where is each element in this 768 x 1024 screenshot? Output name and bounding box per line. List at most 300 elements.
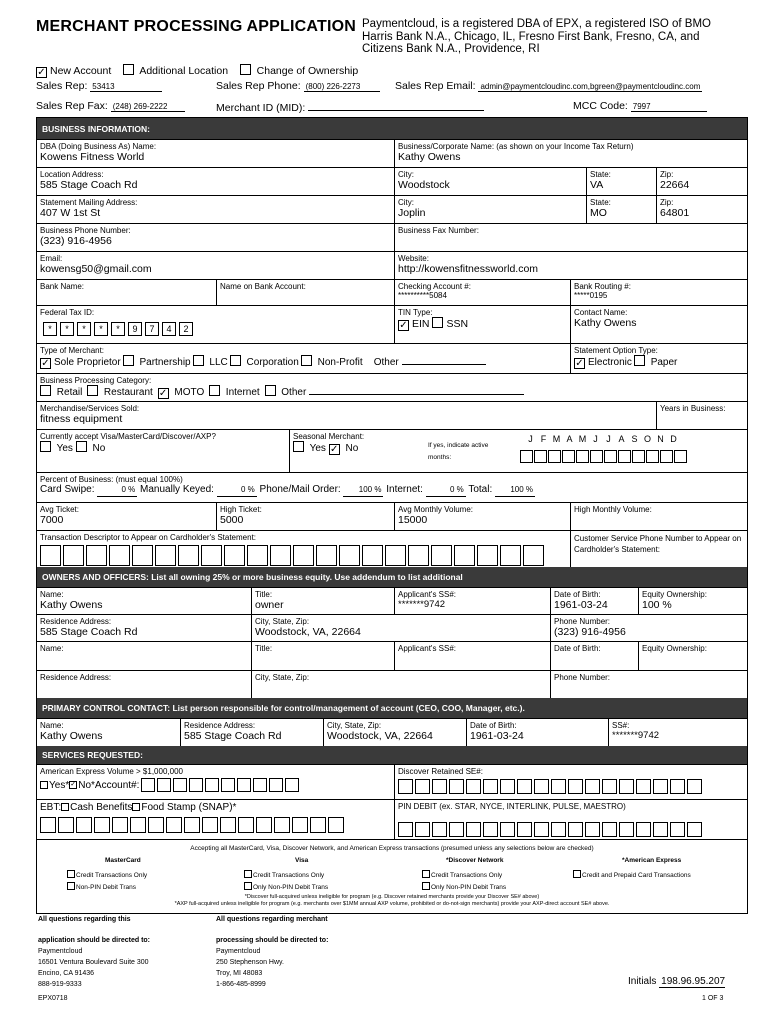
mail-zip-value[interactable]: 64801 <box>660 207 690 219</box>
primary-name-label: Name: <box>40 721 64 730</box>
descriptor-char-box[interactable] <box>40 545 61 566</box>
pin-debit-box[interactable] <box>585 822 600 837</box>
descriptor-char-box[interactable] <box>86 545 107 566</box>
if-yes-months-label: If yes, indicate active months: <box>428 442 489 461</box>
llc-label: LLC <box>209 357 228 368</box>
internet-pct-value[interactable]: 0 % <box>426 484 466 497</box>
owner2-title-label: Title: <box>255 644 273 653</box>
month-box[interactable] <box>534 450 547 463</box>
owner-title-label: Title: <box>255 590 273 599</box>
discover-se-box[interactable] <box>500 779 515 794</box>
descriptor-boxes[interactable] <box>40 545 567 566</box>
pin-debit-boxes[interactable] <box>398 822 744 837</box>
mail-state-value[interactable]: MO <box>590 207 607 219</box>
mc-credit-only-checkbox[interactable] <box>67 870 75 878</box>
pin-debit-box[interactable] <box>398 822 413 837</box>
mc-credit-only-label: Credit Transactions Only <box>76 872 148 879</box>
accept-no-label: No <box>92 443 106 454</box>
avg-volume-value[interactable]: 15000 <box>398 514 428 526</box>
federal-tax-label: Federal Tax ID: <box>40 308 95 317</box>
discover-se-box[interactable] <box>466 779 481 794</box>
change-ownership-checkbox[interactable] <box>240 64 251 75</box>
owner-res-value[interactable]: 585 Stage Coach Rd <box>40 626 138 638</box>
moto-checkbox[interactable]: ✓ <box>158 388 168 399</box>
seasonal-yes-checkbox[interactable] <box>293 441 304 452</box>
internet-pct-label: Internet: <box>386 484 423 495</box>
merchandise-row <box>37 401 747 429</box>
ebt-box[interactable] <box>76 817 92 833</box>
month-boxes[interactable] <box>520 450 687 463</box>
pin-debit-box[interactable] <box>687 822 702 837</box>
total-label: Total: <box>468 484 493 495</box>
month-letter: M <box>578 434 587 444</box>
email-value[interactable]: kowensg50@gmail.com <box>40 263 152 275</box>
ebt-box[interactable] <box>58 817 74 833</box>
contact-name-label: Contact Name: <box>574 308 628 317</box>
mail-order-value[interactable]: 100 % <box>343 484 383 497</box>
owner-1-row <box>37 587 747 614</box>
discover-se-box[interactable] <box>449 779 464 794</box>
federal-tax-boxes[interactable] <box>43 322 391 336</box>
mail-zip-label: Zip: <box>660 198 674 207</box>
month-box[interactable] <box>632 450 645 463</box>
services-header: SERVICES REQUESTED: <box>37 746 747 764</box>
pin-debit-box[interactable] <box>483 822 498 837</box>
mastercard-heading: MasterCard <box>105 857 141 864</box>
pin-debit-box[interactable] <box>653 822 668 837</box>
ebt-cash-checkbox[interactable] <box>61 803 69 811</box>
discover-se-boxes[interactable] <box>398 779 744 794</box>
pin-debit-box[interactable] <box>636 822 651 837</box>
website-value[interactable]: http://kowensfitnessworld.com <box>398 263 539 275</box>
visa-credit-only-label: Credit Transactions Only <box>253 872 325 879</box>
discover-se-label: Discover Retained SE#: <box>398 767 483 776</box>
amex-credit-prepaid-option[interactable] <box>573 870 691 879</box>
visa-nonpin-checkbox[interactable] <box>244 882 252 890</box>
descriptor-char-box[interactable] <box>224 545 245 566</box>
retail-checkbox[interactable] <box>40 385 51 396</box>
other-type-field[interactable] <box>402 355 486 365</box>
owner-res-label: Residence Address: <box>40 617 112 626</box>
percent-label: Percent of Business: (must equal 100%) <box>40 475 183 484</box>
routing-value[interactable]: *****0195 <box>574 291 608 300</box>
form-title: MERCHANT PROCESSING APPLICATION <box>36 18 356 35</box>
discover-se-box[interactable] <box>551 779 566 794</box>
descriptor-char-box[interactable] <box>316 545 337 566</box>
internet-label: Internet <box>225 387 260 398</box>
ssn-label: SSN <box>446 318 469 330</box>
mailing-value[interactable]: 407 W 1st St <box>40 207 101 219</box>
mc-nonpin-label: Non-PIN Debit Trans <box>76 884 136 891</box>
primary-contact-header: PRIMARY CONTROL CONTACT: List person responsible for control/management of account (CEO, COO, Manager, etc.). <box>37 698 747 718</box>
federal-tax-digit[interactable]: * <box>111 322 125 336</box>
iso-disclaimer: Paymentcloud, is a registered DBA of EPX, a registered ISO of BMO Harris Bank N.A., Chicago, IL, Fresno First Bank, Fresno, CA, and Citizens Bank N.A., Providence, RI <box>362 18 711 55</box>
ebt-box[interactable] <box>130 817 146 833</box>
sales-rep-phone <box>216 80 380 92</box>
amex-account-box[interactable] <box>205 778 219 792</box>
amex-account-box[interactable] <box>189 778 203 792</box>
mailing-label: Statement Mailing Address: <box>40 198 138 207</box>
pin-debit-box[interactable] <box>449 822 464 837</box>
sales-rep-email-value[interactable]: admin@paymentcloudinc.com,bgreen@paymentcloudinc.com <box>480 82 701 91</box>
mail-city-value[interactable]: Joplin <box>398 207 426 219</box>
federal-tax-digit[interactable]: * <box>60 322 74 336</box>
amex-credit-prepaid-checkbox[interactable] <box>573 870 581 878</box>
owner-ssn-value[interactable]: *******9742 <box>398 599 446 610</box>
primary-ssn-value[interactable]: *******9742 <box>612 730 660 741</box>
amex-yes-checkbox[interactable] <box>40 781 48 789</box>
primary-dob-label: Date of Birth: <box>470 721 517 730</box>
llc-checkbox[interactable] <box>193 355 204 366</box>
internet-checkbox[interactable] <box>209 385 220 396</box>
owner-name-label: Name: <box>40 590 64 599</box>
amex-row <box>37 764 747 799</box>
discover-se-box[interactable] <box>568 779 583 794</box>
ebt-box[interactable] <box>184 817 200 833</box>
initials-value[interactable]: 198.96.95.207 <box>661 976 726 987</box>
amex-account-box[interactable] <box>237 778 251 792</box>
merchant-id-label: Merchant ID (MID): <box>216 102 306 114</box>
corp-name-label: Business/Corporate Name: (as shown on your Income Tax Return) <box>398 142 634 151</box>
pin-debit-box[interactable] <box>602 822 617 837</box>
corporation-checkbox[interactable] <box>230 355 241 366</box>
ebt-box[interactable] <box>148 817 164 833</box>
contact-name-value[interactable]: Kathy Owens <box>574 317 637 329</box>
month-letter: N <box>657 434 664 444</box>
month-box[interactable] <box>548 450 561 463</box>
month-box[interactable] <box>618 450 631 463</box>
initials <box>628 976 725 988</box>
disc-nonpin-checkbox[interactable] <box>422 882 430 890</box>
amex-account-box[interactable] <box>285 778 299 792</box>
primary-contact-row <box>37 718 747 746</box>
other-type-label: Other <box>373 357 399 368</box>
descriptor-char-box[interactable] <box>362 545 383 566</box>
discover-se-box[interactable] <box>636 779 651 794</box>
ebt-box[interactable] <box>40 817 56 833</box>
pin-debit-box[interactable] <box>415 822 430 837</box>
discover-se-box[interactable] <box>653 779 668 794</box>
amex-account-box[interactable] <box>173 778 187 792</box>
ebt-box[interactable] <box>112 817 128 833</box>
routing-label: Bank Routing #: <box>574 282 631 291</box>
descriptor-char-box[interactable] <box>408 545 429 566</box>
location-label: Location Address: <box>40 170 104 179</box>
discover-se-box[interactable] <box>670 779 685 794</box>
total-value[interactable]: 100 % <box>495 484 535 497</box>
ebt-box[interactable] <box>310 817 326 833</box>
merchandise-value[interactable]: fitness equipment <box>40 413 123 425</box>
percent-row <box>37 472 747 502</box>
seasonal-label: Seasonal Merchant: <box>293 432 365 441</box>
discover-se-box[interactable] <box>534 779 549 794</box>
descriptor-char-box[interactable] <box>293 545 314 566</box>
partnership-checkbox[interactable] <box>123 355 134 366</box>
descriptor-char-box[interactable] <box>63 545 84 566</box>
ebt-box[interactable] <box>256 817 272 833</box>
dba-value[interactable]: Kowens Fitness World <box>40 151 145 163</box>
ebt-box[interactable] <box>274 817 290 833</box>
card-swipe-label: Card Swipe: <box>40 484 95 495</box>
partnership-label: Partnership <box>139 357 191 368</box>
business-phone-value[interactable]: (323) 916-4956 <box>40 235 112 247</box>
descriptor-char-box[interactable] <box>477 545 498 566</box>
card-swipe-value[interactable]: 0 % <box>97 484 137 497</box>
ebt-box[interactable] <box>238 817 254 833</box>
primary-ssn-label: SS#: <box>612 721 630 730</box>
mc-nonpin-checkbox[interactable] <box>67 882 75 890</box>
pin-debit-box[interactable] <box>500 822 515 837</box>
pin-debit-box[interactable] <box>517 822 532 837</box>
ebt-food-checkbox[interactable] <box>132 803 140 811</box>
descriptor-char-box[interactable] <box>247 545 268 566</box>
other-category-checkbox[interactable] <box>265 385 276 396</box>
ebt-box[interactable] <box>166 817 182 833</box>
application-form <box>36 117 748 914</box>
federal-tax-digit[interactable]: 2 <box>179 322 193 336</box>
discover-heading: *Discover Network <box>446 857 504 864</box>
primary-dob-value[interactable]: 1961-03-24 <box>470 730 524 742</box>
descriptor-char-box[interactable] <box>270 545 291 566</box>
descriptor-char-box[interactable] <box>431 545 452 566</box>
owner-equity-value[interactable]: 100 % <box>642 599 672 611</box>
discover-se-box[interactable] <box>432 779 447 794</box>
processing-category-label: Business Processing Category: <box>40 376 152 385</box>
ebt-box[interactable] <box>220 817 236 833</box>
visa-nonpin-label: Only Non-PIN Debit Trans <box>253 884 329 891</box>
disc-nonpin-option[interactable] <box>422 882 506 891</box>
month-letter: F <box>540 434 547 444</box>
location-value[interactable]: 585 Stage Coach Rd <box>40 179 138 191</box>
discover-se-box[interactable] <box>398 779 413 794</box>
owner-name-value[interactable]: Kathy Owens <box>40 599 103 611</box>
high-ticket-value[interactable]: 5000 <box>220 514 244 526</box>
keyed-label: Manually Keyed: <box>140 484 214 495</box>
primary-csz-value[interactable]: Woodstock, VA, 22664 <box>327 730 433 742</box>
month-box[interactable] <box>646 450 659 463</box>
descriptor-char-box[interactable] <box>339 545 360 566</box>
footer-processing-address <box>216 946 284 990</box>
accept-yes-checkbox[interactable] <box>40 441 51 452</box>
zip-label: Zip: <box>660 170 674 179</box>
sales-rep-fax-value[interactable]: (248) 269-2222 <box>111 102 185 112</box>
sales-rep-phone-value[interactable]: (800) 226-2273 <box>304 82 380 92</box>
processing-category-row <box>37 373 747 401</box>
ebt-box[interactable] <box>202 817 218 833</box>
mc-credit-only-option[interactable] <box>67 870 147 879</box>
checking-value[interactable]: **********5084 <box>398 291 447 300</box>
pin-debit-box[interactable] <box>551 822 566 837</box>
pin-debit-box[interactable] <box>466 822 481 837</box>
ebt-cash-label: Cash Benefits <box>70 802 133 813</box>
discover-se-box[interactable] <box>619 779 634 794</box>
amex-account-boxes[interactable] <box>141 778 299 792</box>
mail-city-label: City: <box>398 198 414 207</box>
pin-debit-box[interactable] <box>568 822 583 837</box>
descriptor-char-box[interactable] <box>500 545 521 566</box>
pin-debit-box[interactable] <box>670 822 685 837</box>
amex-no-label: No* <box>78 779 95 791</box>
high-ticket-label: High Ticket: <box>220 505 262 514</box>
descriptor-char-box[interactable] <box>385 545 406 566</box>
mc-nonpin-option[interactable] <box>67 882 136 891</box>
mail-order-label: Phone/Mail Order: <box>259 484 341 495</box>
visa-nonpin-option[interactable] <box>244 882 328 891</box>
federal-tax-digit[interactable]: 9 <box>128 322 142 336</box>
owner-title-value[interactable]: owner <box>255 599 284 611</box>
primary-csz-label: City, State, Zip: <box>327 721 382 730</box>
owner-csz-value[interactable]: Woodstock, VA, 22664 <box>255 626 361 638</box>
checking-label: Checking Account #: <box>398 282 471 291</box>
other-category-field[interactable] <box>309 385 524 395</box>
descriptor-char-box[interactable] <box>178 545 199 566</box>
avg-ticket-label: Avg Ticket: <box>40 505 79 514</box>
owner2-ssn-label: Applicant's SS#: <box>398 644 457 653</box>
mcc-code <box>573 100 707 112</box>
avg-ticket-value[interactable]: 7000 <box>40 514 64 526</box>
ein-checkbox[interactable]: ✓ <box>399 320 408 331</box>
sales-rep-value[interactable]: 53413 <box>90 82 162 92</box>
ebt-label: EBT: <box>40 802 62 813</box>
other-category-label: Other <box>281 387 307 398</box>
ebt-boxes[interactable] <box>40 817 391 833</box>
footer-processing-questions-heading-2: processing should be directed to: <box>216 937 329 944</box>
pin-debit-box[interactable] <box>432 822 447 837</box>
pin-debit-box[interactable] <box>534 822 549 837</box>
ein-label: EIN <box>412 318 430 330</box>
descriptor-char-box[interactable] <box>454 545 475 566</box>
additional-location-label: Additional Location <box>139 65 229 77</box>
high-volume-label: High Monthly Volume: <box>574 505 652 514</box>
month-box[interactable] <box>604 450 617 463</box>
federal-tax-digit[interactable]: * <box>77 322 91 336</box>
owner-2-address-row <box>37 670 747 698</box>
descriptor-label: Transaction Descriptor to Appear on Cardholder's Statement: <box>40 533 257 542</box>
restaurant-checkbox[interactable] <box>87 385 98 396</box>
federal-tax-digit[interactable]: * <box>43 322 57 336</box>
paper-label: Paper <box>650 357 678 368</box>
amex-account-box[interactable] <box>157 778 171 792</box>
descriptor-char-box[interactable] <box>109 545 130 566</box>
non-profit-checkbox[interactable] <box>301 355 312 366</box>
discover-se-box[interactable] <box>602 779 617 794</box>
disc-credit-only-checkbox[interactable] <box>422 870 430 878</box>
amex-heading: *American Express <box>622 857 682 864</box>
ebt-box[interactable] <box>292 817 308 833</box>
mailing-row <box>37 195 747 223</box>
corp-name-value[interactable]: Kathy Owens <box>398 151 461 163</box>
seasonal-no-label: No <box>345 443 359 454</box>
amex-account-box[interactable] <box>141 778 155 792</box>
keyed-value[interactable]: 0 % <box>217 484 257 497</box>
change-ownership-label: Change of Ownership <box>256 65 359 77</box>
amex-account-box[interactable] <box>221 778 235 792</box>
state-value[interactable]: VA <box>590 179 604 191</box>
owner2-phone-label: Phone Number: <box>554 673 611 682</box>
ssn-checkbox[interactable] <box>432 317 443 328</box>
federal-tax-digit[interactable]: 4 <box>162 322 176 336</box>
month-box[interactable] <box>576 450 589 463</box>
month-box[interactable] <box>674 450 687 463</box>
seasonal-no-checkbox[interactable]: ✓ <box>330 444 339 455</box>
city-value[interactable]: Woodstock <box>398 179 450 191</box>
sole-proprietor-checkbox[interactable]: ✓ <box>41 358 50 369</box>
mail-state-label: State: <box>590 198 611 207</box>
month-letter: J <box>528 434 533 444</box>
owner2-name-label: Name: <box>40 644 64 653</box>
ebt-box[interactable] <box>94 817 110 833</box>
electronic-checkbox[interactable]: ✓ <box>575 358 584 369</box>
ebt-row <box>37 799 747 839</box>
statement-option-label: Statement Option Type: <box>574 346 658 355</box>
additional-location-checkbox[interactable] <box>123 64 134 75</box>
discover-se-box[interactable] <box>585 779 600 794</box>
descriptor-char-box[interactable] <box>523 545 544 566</box>
pin-debit-box[interactable] <box>619 822 634 837</box>
footer-app-address <box>38 946 149 990</box>
sales-rep-fax-label: Sales Rep Fax: <box>36 100 108 112</box>
federal-tax-digit[interactable]: * <box>94 322 108 336</box>
bank-row <box>37 279 747 305</box>
owner-dob-value[interactable]: 1961-03-24 <box>554 599 608 611</box>
amex-account-box[interactable] <box>253 778 267 792</box>
business-phone-label: Business Phone Number: <box>40 226 131 235</box>
sales-rep-email <box>395 80 702 92</box>
disc-credit-only-option[interactable] <box>422 870 502 879</box>
descriptor-char-box[interactable] <box>201 545 222 566</box>
visa-credit-only-option[interactable] <box>244 870 324 879</box>
visa-credit-only-checkbox[interactable] <box>244 870 252 878</box>
zip-value[interactable]: 22664 <box>660 179 690 191</box>
owner-phone-label: Phone Number: <box>554 617 611 626</box>
tin-type-label: TIN Type: <box>398 308 433 317</box>
ebt-box[interactable] <box>328 817 344 833</box>
paper-checkbox[interactable] <box>634 355 645 366</box>
primary-res-value[interactable]: 585 Stage Coach Rd <box>184 730 282 742</box>
federal-tax-digit[interactable]: 7 <box>145 322 159 336</box>
discover-se-box[interactable] <box>517 779 532 794</box>
descriptor-char-box[interactable] <box>132 545 153 566</box>
accept-no-checkbox[interactable] <box>76 441 87 452</box>
amex-account-box[interactable] <box>269 778 283 792</box>
amex-no-checkbox[interactable]: ✓ <box>70 781 77 788</box>
month-letter: M <box>552 434 561 444</box>
footer-app-questions-heading: All questions regarding this <box>38 916 131 923</box>
descriptor-char-box[interactable] <box>155 545 176 566</box>
discover-footnote: *Discover full-acquired unless ineligible for program (e.g. Discover retained merchants provide your Discover SE# above) <box>244 894 540 900</box>
primary-name-value[interactable]: Kathy Owens <box>40 730 103 742</box>
discover-se-box[interactable] <box>415 779 430 794</box>
mcc-code-value[interactable]: 7997 <box>631 102 707 112</box>
owner-phone-value[interactable]: (323) 916-4956 <box>554 626 626 638</box>
month-box[interactable] <box>590 450 603 463</box>
footer-app-company: Paymentcloud <box>38 948 83 955</box>
month-letter: J <box>606 434 611 444</box>
footer-processing-questions-heading: All questions regarding merchant <box>216 916 328 923</box>
owner-2-row <box>37 641 747 670</box>
accept-row <box>37 429 747 472</box>
month-box[interactable] <box>520 450 533 463</box>
merchandise-label: Merchandise/Services Sold: <box>40 404 140 413</box>
new-account-checkbox[interactable]: ✓ <box>37 67 46 78</box>
merchant-id-value[interactable] <box>308 100 484 111</box>
discover-se-box[interactable] <box>483 779 498 794</box>
month-box[interactable] <box>562 450 575 463</box>
visa-heading: Visa <box>295 857 309 864</box>
discover-se-box[interactable] <box>687 779 702 794</box>
phone-row <box>37 223 747 251</box>
month-box[interactable] <box>660 450 673 463</box>
